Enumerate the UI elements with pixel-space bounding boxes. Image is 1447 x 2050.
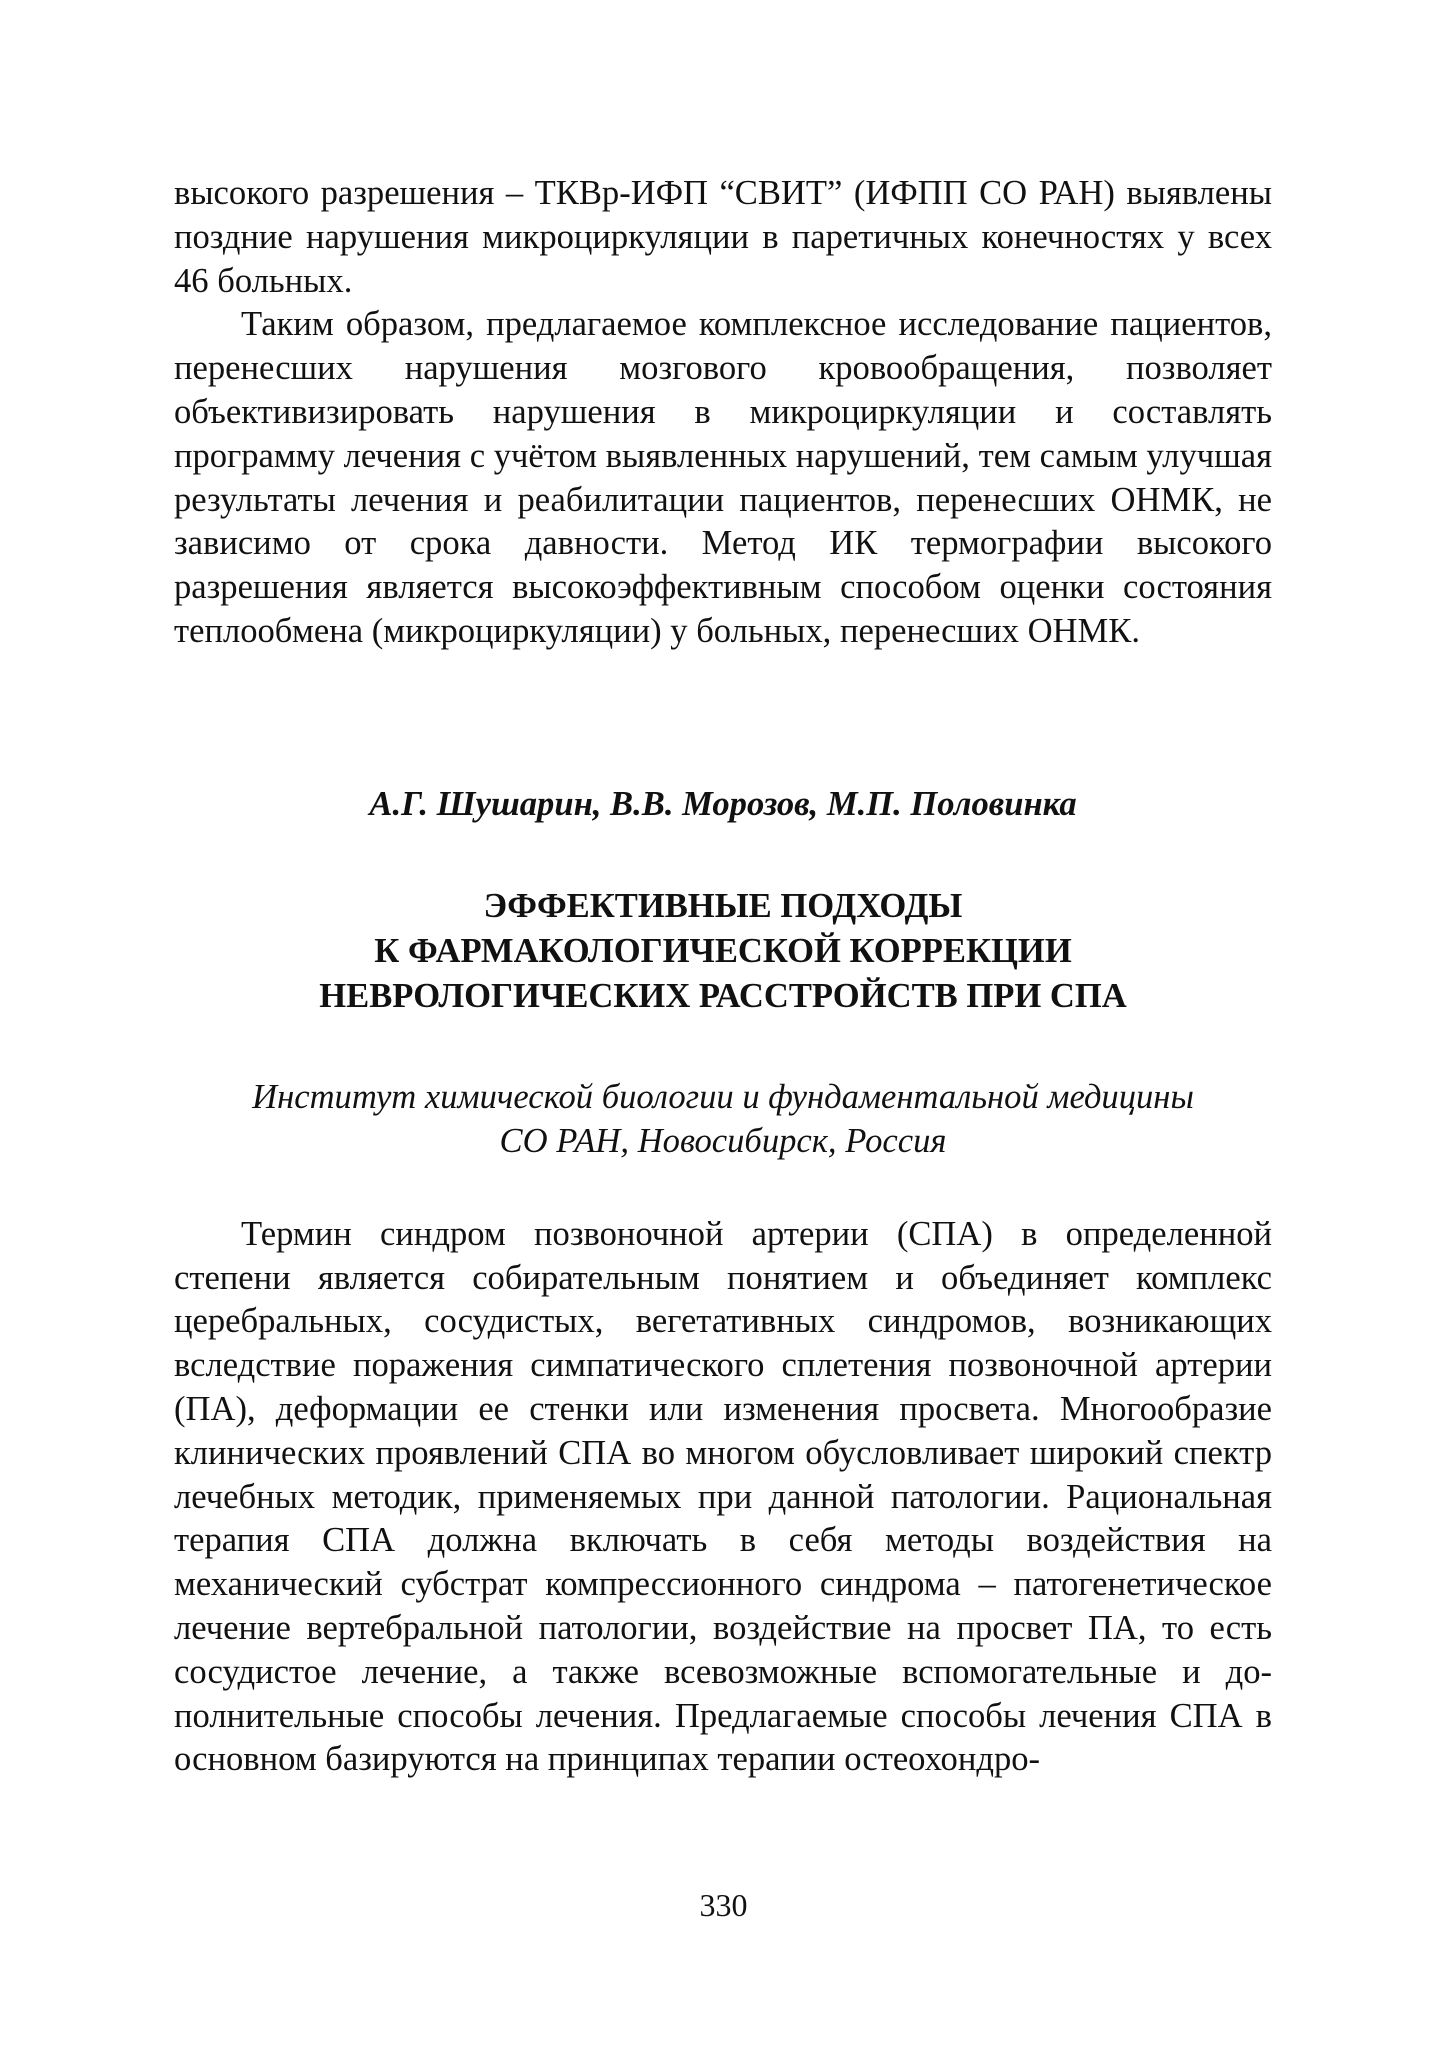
article-title-line: ЭФФЕКТИВНЫЕ ПОДХОДЫ [483, 886, 963, 925]
previous-article-conclusion: Таким образом, предлагаемое комплексное исследование пациентов, перенесших нарушения мозгового кровообращения, позволяет объективизировать нарушения в микроциркуляции и составлять программу лечения с учётом выявленных нарушений, тем самым улучшая результаты лечения и реабилитации пациентов, перенесших ОНМК, не зависимо от срока давности. Метод ИК термографии высокого разрешения является высокоэффективным способом оценки состояния теплообмена (микроциркуляции) у больных, перенесших ОНМК. [174, 305, 1272, 650]
previous-article-paragraph: высокого разрешения – ТКВр-ИФП “СВИТ” (ИФПП СО РАН) выявлены поздние нарушения микроциркуляции в паретичных конечностях у всех 46 больных. [174, 174, 1272, 300]
article-title [174, 884, 1272, 1019]
article-title-line: НЕВРОЛОГИЧЕСКИХ РАССТРОЙСТВ ПРИ СПА [319, 976, 1127, 1015]
article-title-line: К ФАРМАКОЛОГИЧЕСКОЙ КОРРЕКЦИИ [374, 931, 1072, 970]
page-content [174, 172, 1272, 1782]
page-number: 330 [699, 1887, 748, 1923]
article-authors: А.Г. Шушарин, В.В. Морозов, М.П. Половинка [369, 784, 1077, 823]
article-affiliation [174, 1075, 1272, 1163]
article-body-paragraph: Термин синдром позвоночной артерии (СПА) в определенной степени является собирательным понятием и объединяет комплекс церебральных, сосудистых, вегетативных синдромов, возникающих вследствие поражения симпатического сплетения позвоночной артерии (ПА), деформации ее стенки или изменения просвета. Многообразие клинических проявлений СПА во многом обусловливает широкий спектр лечебных методик, применяемых при данной патологии. Рациональная терапия СПА должна включать в себя методы воздействия на механический субстрат компрессионного синдрома – патогенетическое лечение вертебральной патологии, воздействие на просвет ПА, то есть сосудистое лечение, а также всевозможные вспомогательные и дополнительные способы лечения. Предлагаемые способы лечения СПА в основном базируются на принципах терапии остеохондро- [174, 1214, 1272, 1779]
affiliation-line: СО РАН, Новосибирск, Россия [499, 1121, 947, 1160]
affiliation-line: Институт химической биологии и фундаментальной медицины [252, 1077, 1194, 1116]
